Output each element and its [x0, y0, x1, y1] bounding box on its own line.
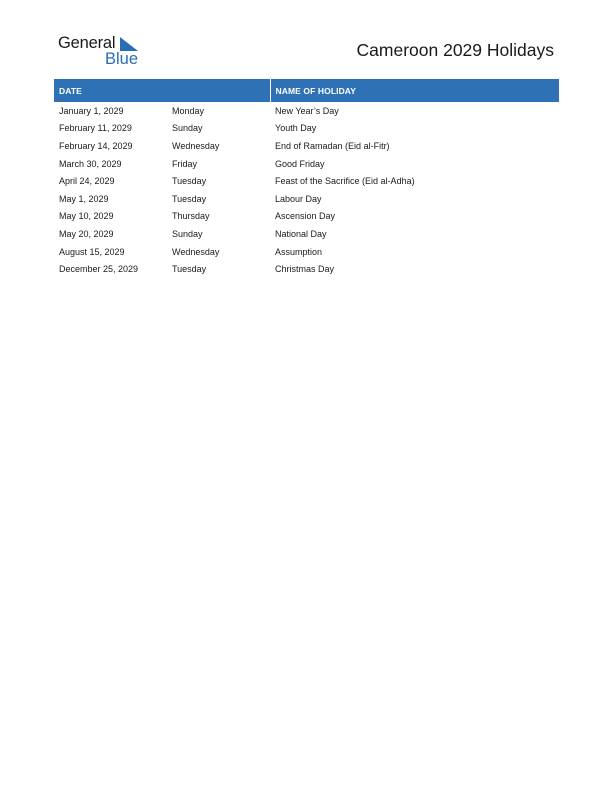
holiday-name: End of Ramadan (Eid al-Fitr) [275, 140, 390, 151]
holiday-date: May 10, 2029 [59, 211, 114, 222]
table-row [54, 137, 559, 155]
holiday-name: National Day [275, 228, 327, 239]
holiday-date: May 20, 2029 [59, 228, 114, 239]
table-row [54, 172, 559, 190]
table-row [54, 225, 559, 243]
page-title: Cameroon 2029 Holidays [356, 40, 554, 60]
holiday-date: March 30, 2029 [59, 158, 122, 169]
holiday-name: Christmas Day [275, 264, 335, 275]
table-row [54, 260, 559, 278]
holiday-name: Ascension Day [275, 211, 336, 222]
logo-text-general: General [58, 34, 116, 52]
table-row [54, 102, 559, 120]
table-row [54, 208, 559, 226]
holiday-weekday: Tuesday [172, 176, 207, 187]
table-row [54, 243, 559, 261]
holiday-date: January 1, 2029 [59, 105, 124, 116]
table-row [54, 190, 559, 208]
column-header-date: DATE [54, 79, 270, 102]
generalblue-logo [58, 33, 148, 69]
holiday-weekday: Thursday [172, 211, 210, 222]
holiday-name: Assumption [275, 246, 323, 257]
holiday-weekday: Sunday [172, 228, 203, 239]
holiday-date: May 1, 2029 [59, 193, 109, 204]
table-header-row [54, 79, 559, 102]
holiday-name: New Year’s Day [275, 105, 339, 116]
holiday-name: Feast of the Sacrifice (Eid al-Adha) [275, 176, 415, 187]
holiday-weekday: Friday [172, 158, 198, 169]
holiday-name: Youth Day [275, 123, 317, 134]
holiday-date: April 24, 2029 [59, 176, 115, 187]
holiday-weekday: Wednesday [172, 140, 220, 151]
holiday-table [54, 79, 559, 278]
table-row [54, 120, 559, 138]
holiday-name: Good Friday [275, 158, 325, 169]
holiday-weekday: Tuesday [172, 193, 207, 204]
table-row [54, 155, 559, 173]
holiday-weekday: Monday [172, 105, 205, 116]
holiday-date: February 11, 2029 [59, 123, 132, 134]
logo-text-blue: Blue [105, 50, 139, 68]
holiday-date: August 15, 2029 [59, 246, 125, 257]
column-header-holiday-name: NAME OF HOLIDAY [270, 79, 559, 102]
holiday-date: February 14, 2029 [59, 140, 133, 151]
holiday-weekday: Tuesday [172, 264, 207, 275]
holiday-name: Labour Day [275, 193, 322, 204]
holiday-date: December 25, 2029 [59, 264, 139, 275]
holiday-weekday: Sunday [172, 123, 203, 134]
holiday-weekday: Wednesday [172, 246, 220, 257]
